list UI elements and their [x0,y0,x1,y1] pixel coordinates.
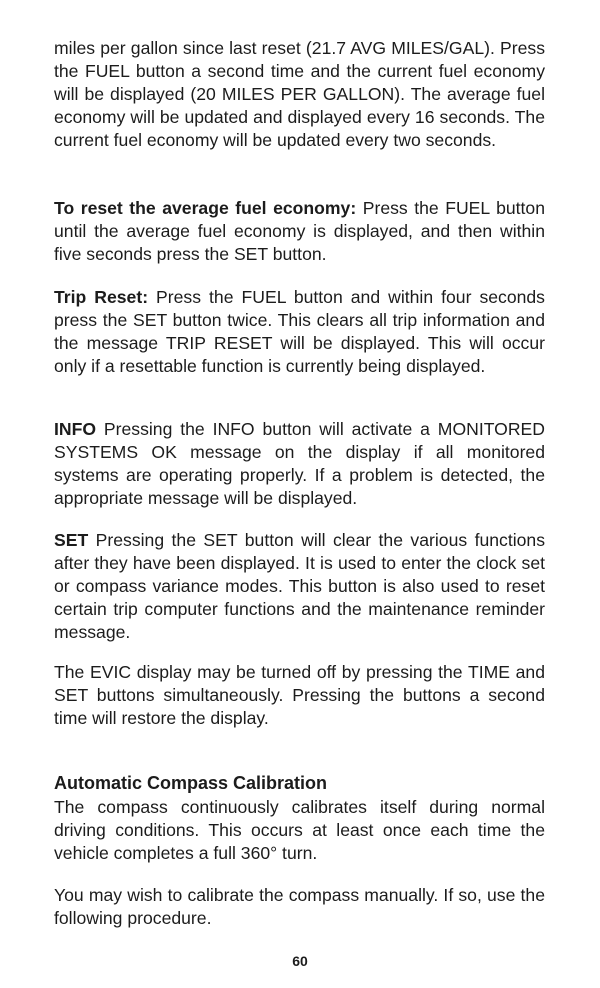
paragraph-compass-manual-calibration [54,884,545,930]
paragraph-lead: Trip Reset: [54,287,149,307]
paragraph-set-button [54,529,545,644]
section-heading: Automatic Compass Calibration [54,773,328,793]
paragraph-lead: INFO [54,419,97,439]
paragraph-lead: To reset the average fuel economy: [54,198,357,218]
paragraph-text: Press the FUEL button and within four seconds press the SET button twice. This clears all trip information and the message TRIP RESET will be displayed. This will occur only if a resettable function is currently being displayed. [54,287,545,377]
paragraph-compass-auto-calibration [54,796,545,865]
paragraph-info-button [54,418,545,510]
paragraph-text: The compass continuously calibrates itself during normal driving conditions. This occurs at least once each time the vehicle completes a full 360° turn. [54,797,545,864]
page-number: 60 [292,953,308,969]
paragraph-text: miles per gallon since last reset (21.7 AVG MILES/GAL). Press the FUEL button a second time and the current fuel economy will be displayed (20 MILES PER GALLON). The average fuel economy will be updated and displayed every 16 seconds. The current fuel economy will be updated every two seconds. [54,38,545,151]
paragraph-text: Press the FUEL button until the average fuel economy is displayed, and then within five seconds press the SET button. [54,198,545,265]
paragraph-reset-average-fuel-economy [54,197,545,266]
paragraph-fuel-economy-display [54,37,545,152]
paragraph-text: Pressing the SET button will clear the various functions after they have been displayed. It is used to enter the clock set or compass variance modes. This button is also used to reset certain trip computer functions and the maintenance reminder message. [54,530,545,643]
paragraph-text: The EVIC display may be turned off by pressing the TIME and SET buttons simultaneously. Pressing the buttons a second time will restore the display. [54,662,545,729]
paragraph-trip-reset [54,286,545,378]
paragraph-text: Pressing the INFO button will activate a MONITORED SYSTEMS OK message on the display if all monitored systems are operating properly. If a problem is detected, the appropriate message will be displayed. [54,419,545,509]
paragraph-lead: SET [54,530,89,550]
paragraph-text: You may wish to calibrate the compass manually. If so, use the following procedure. [54,885,545,929]
paragraph-evic-display-off [54,661,545,730]
